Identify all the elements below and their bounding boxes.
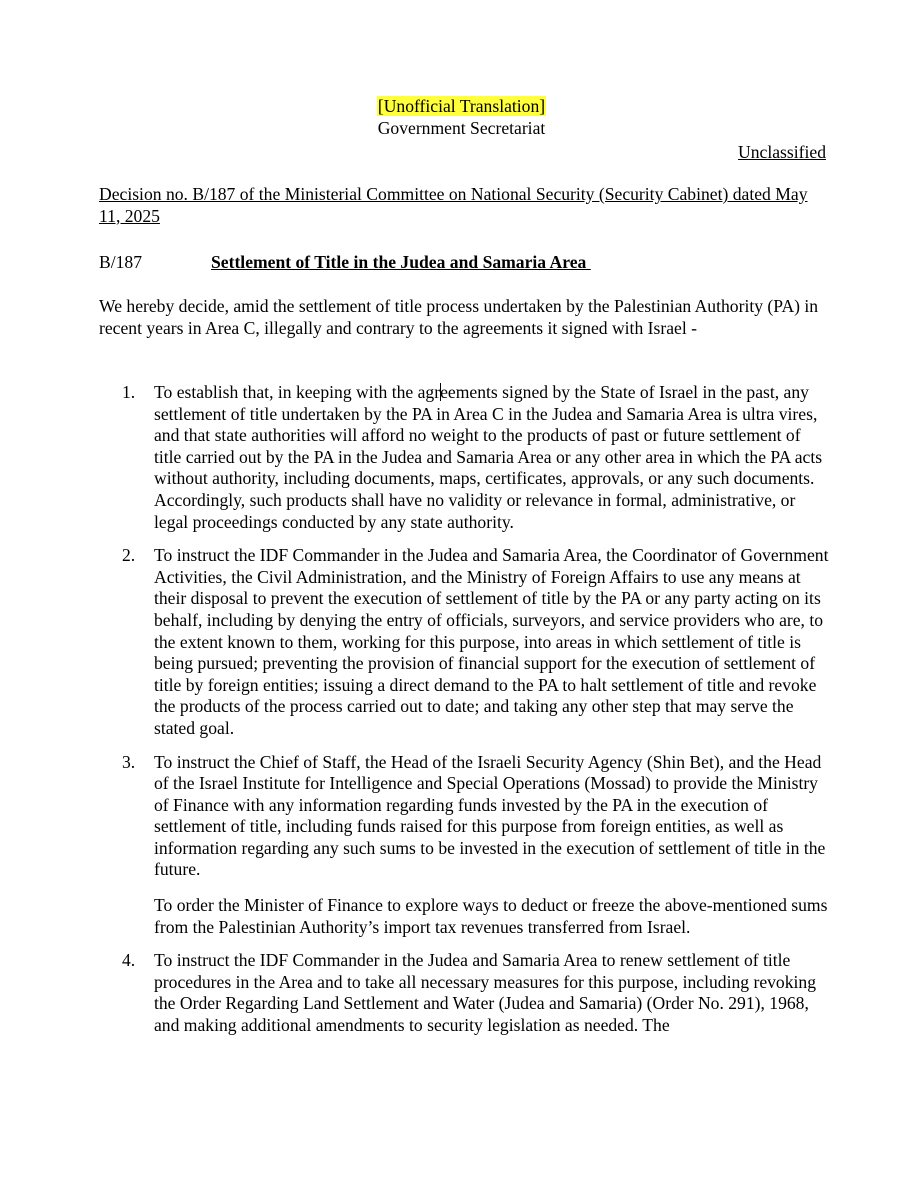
clause-text: To instruct the Chief of Staff, the Head of the Israeli Security Agency (Shin Bet), and the Head of the Israel Institute for Intelligence and Special Operations (Mossad) to provide the Ministry of Finance with any information regarding funds invested by the PA in the execution of settlement of title, including funds raised for this purpose from foreign entities, as well as information regarding any such sums to be invested in the execution of settlement of title in the future. bbox=[154, 751, 826, 880]
clause-text[interactable] bbox=[154, 382, 829, 533]
clause-number: 2. bbox=[122, 545, 136, 566]
item-heading: Settlement of Title in the Judea and Samaria Area bbox=[211, 252, 591, 272]
document-header bbox=[0, 96, 923, 139]
clause-text: To instruct the IDF Commander in the Judea and Samaria Area, the Coordinator of Government Activities, the Civil Administration, and the Ministry of Foreign Affairs to use any means at their disposal to prevent the execution of settlement of title by the PA or any party acting on its behalf, including by denying the entry of officials, surveyors, and service providers who are, to the extent known to them, working for this purpose, into areas in which settlement of title is being pursued; preventing the provision of financial support for the execution of settlement of title by foreign entities; issuing a direct demand to the PA to halt settlement of title and revoke the products of the process carried out to date; and taking any other step that may serve the stated goal. bbox=[154, 545, 829, 738]
decision-title: Decision no. B/187 of the Ministerial Committee on National Security (Security Cabinet) dated May 11, 2025 bbox=[99, 184, 808, 226]
classification-marking: Unclassified bbox=[738, 142, 826, 162]
clause-number: 3. bbox=[122, 751, 136, 772]
clause-list bbox=[99, 382, 829, 1049]
clause-2 bbox=[99, 545, 829, 739]
clause-number: 1. bbox=[122, 382, 136, 402]
clause-text-part: To establish that, in keeping with the agr bbox=[154, 382, 441, 402]
preamble-paragraph: We hereby decide, amid the settlement of title process undertaken by the Palestinian Authority (PA) in recent years in Area C, illegally and contrary to the agreements it signed with Israel - bbox=[99, 296, 819, 338]
translation-note: [Unofficial Translation] bbox=[377, 96, 546, 116]
item-code: B/187 bbox=[99, 252, 143, 272]
clause-text: To instruct the IDF Commander in the Judea and Samaria Area to renew settlement of title procedures in the Area and to take all necessary measures for this purpose, including revoking the Order Regarding Land Settlement and Water (Judea and Samaria) (Order No. 291), 1968, and making additional amendments to security legislation as needed. The bbox=[154, 950, 816, 1036]
clause-subparagraph: To order the Minister of Finance to explore ways to deduct or freeze the above-mentioned sums from the Palestinian Authority’s import tax revenues transferred from Israel. bbox=[154, 895, 828, 937]
clause-1 bbox=[99, 382, 829, 533]
clause-3 bbox=[99, 752, 829, 939]
issuing-office: Government Secretariat bbox=[377, 117, 546, 138]
clause-number: 4. bbox=[122, 950, 136, 971]
clause-4 bbox=[99, 950, 829, 1036]
clause-text-part: eements signed by the State of Israel in the past, any settlement of title undertaken by the PA in Area C in the Judea and Samaria Area is ultra vires, and that state authorities will afford no weight to the products of past or future settlement of title carried out by the PA in the Judea and Samaria Area or any other area in which the PA acts without authority, including documents, maps, certificates, approvals, or any such documents. Accordingly, such products shall have no validity or relevance in formal, administrative, or legal proceedings conducted by any state authority. bbox=[154, 382, 823, 532]
